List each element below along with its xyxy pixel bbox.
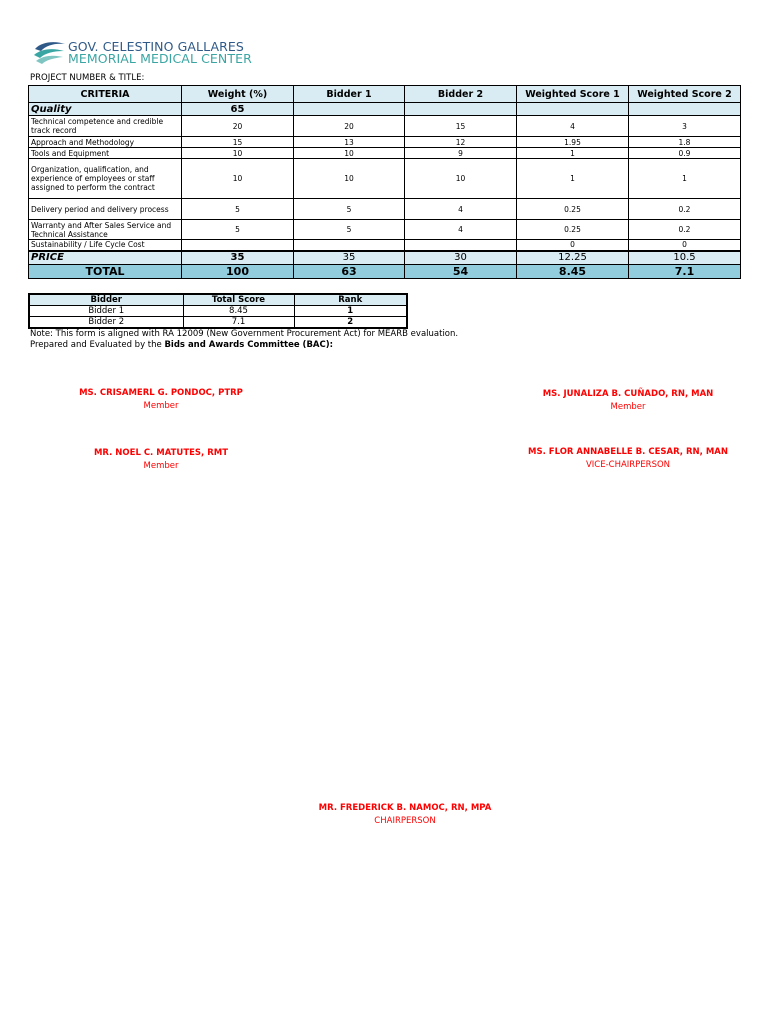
hospital-logo (32, 38, 252, 68)
bidder-2-cell: 15 (405, 116, 517, 137)
bidder-2-cell: 54 (405, 264, 517, 278)
header-bidder: Bidder (29, 294, 183, 306)
bidder-2-cell: 12 (405, 137, 517, 148)
table-row (29, 116, 741, 137)
bidder-1-cell: 35 (294, 251, 405, 265)
criteria-cell: Approach and Methodology (29, 137, 182, 148)
bidder-2-cell: 10 (405, 159, 517, 199)
weighted-score-1-cell: 0.25 (517, 220, 629, 240)
weight-cell: 5 (182, 199, 294, 220)
signatory-name: MS. CRISAMERL G. PONDOC, PTRP (79, 388, 243, 398)
bidder-2-cell: 9 (405, 148, 517, 159)
project-number-title-label: PROJECT NUMBER & TITLE: (30, 73, 145, 83)
signatory-pondoc (61, 387, 261, 413)
bidder-1-cell: 63 (294, 264, 405, 278)
weight-cell: 10 (182, 159, 294, 199)
signatory-name: MR. FREDERICK B. NAMOC, RN, MPA (318, 803, 492, 813)
table-row (29, 148, 741, 159)
criteria-cell: PRICE (29, 251, 182, 265)
signatory-name: MS. FLOR ANNABELLE B. CESAR, RN, MAN (528, 447, 728, 457)
weight-cell (182, 240, 294, 251)
weighted-score-1-cell: 0 (517, 240, 629, 251)
bidder-1-cell: 20 (294, 116, 405, 137)
signatory-name: MR. NOEL C. MATUTES, RMT (93, 448, 229, 458)
header-weighted-score-1: Weighted Score 1 (517, 86, 629, 103)
price-row (29, 251, 741, 265)
weighted-score-2-cell: 0.2 (629, 220, 741, 240)
signatory-name: MS. JUNALIZA B. CUÑADO, RN, MAN (542, 389, 714, 399)
bac-name: Bids and Awards Committee (BAC): (164, 340, 334, 350)
bidder-2-cell: 4 (405, 199, 517, 220)
header-total-score: Total Score (183, 294, 294, 306)
signatory-namoc (295, 802, 515, 828)
bidder-2-cell: 30 (405, 251, 517, 265)
weight-cell: 5 (182, 220, 294, 240)
criteria-cell: Tools and Equipment (29, 148, 182, 159)
prepared-by-line (30, 340, 458, 351)
weighted-score-1-cell (517, 103, 629, 116)
weighted-score-1-cell: 1 (517, 159, 629, 199)
rank-cell: 2 (294, 317, 407, 329)
evaluation-table (28, 85, 741, 279)
weighted-score-2-cell: 1 (629, 159, 741, 199)
weighted-score-2-cell: 0 (629, 240, 741, 251)
bidder-2-cell (405, 103, 517, 116)
bidder-1-cell: 10 (294, 159, 405, 199)
header-criteria: CRITERIA (29, 86, 182, 103)
header-bidder-1: Bidder 1 (294, 86, 405, 103)
bidder-cell: Bidder 2 (29, 317, 183, 329)
criteria-cell: Delivery period and delivery process (29, 199, 182, 220)
signatory-role: CHAIRPERSON (374, 816, 436, 826)
header-bidder-2: Bidder 2 (405, 86, 517, 103)
logo-title-line2: MEMORIAL MEDICAL CENTER (68, 51, 252, 66)
signatory-cesar (512, 446, 744, 472)
signatory-role: Member (143, 461, 179, 471)
weighted-score-2-cell (629, 103, 741, 116)
logo-swoosh-icon (32, 40, 66, 66)
weight-cell: 100 (182, 264, 294, 278)
evaluation-header-row (29, 86, 741, 103)
weighted-score-1-cell: 4 (517, 116, 629, 137)
table-row (29, 220, 741, 240)
weight-cell: 10 (182, 148, 294, 159)
weight-cell: 65 (182, 103, 294, 116)
header-rank: Rank (294, 294, 407, 306)
weighted-score-2-cell: 1.8 (629, 137, 741, 148)
bidder-1-cell (294, 240, 405, 251)
rank-cell: 1 (294, 306, 407, 317)
signatory-role: VICE-CHAIRPERSON (585, 460, 671, 470)
bidder-cell: Bidder 1 (29, 306, 183, 317)
weighted-score-1-cell: 0.25 (517, 199, 629, 220)
evaluation-note (30, 329, 458, 351)
table-row (29, 199, 741, 220)
weighted-score-2-cell: 0.9 (629, 148, 741, 159)
criteria-cell: Sustainability / Life Cycle Cost (29, 240, 182, 251)
weighted-score-1-cell: 8.45 (517, 264, 629, 278)
table-row (29, 306, 407, 317)
criteria-cell: TOTAL (29, 264, 182, 278)
weight-cell: 35 (182, 251, 294, 265)
signatory-role: Member (610, 402, 646, 412)
bidder-1-cell: 5 (294, 199, 405, 220)
signatory-role: Member (143, 401, 179, 411)
ranking-summary-table (28, 293, 408, 329)
criteria-cell: Organization, qualification, and experience of employees or staff assigned to perform the contract (29, 159, 182, 199)
weighted-score-1-cell: 12.25 (517, 251, 629, 265)
signatory-matutes (61, 447, 261, 473)
total-row (29, 264, 741, 278)
criteria-cell: Warranty and After Sales Service and Technical Assistance (29, 220, 182, 240)
weight-cell: 20 (182, 116, 294, 137)
bidder-2-cell: 4 (405, 220, 517, 240)
table-row (29, 159, 741, 199)
bidder-2-cell (405, 240, 517, 251)
bidder-1-cell: 5 (294, 220, 405, 240)
bidder-1-cell: 13 (294, 137, 405, 148)
note-line: Note: This form is aligned with RA 12009 (New Government Procurement Act) for MEARB evaluation. (30, 329, 459, 339)
bidder-1-cell: 10 (294, 148, 405, 159)
weighted-score-1-cell: 1.95 (517, 137, 629, 148)
total-score-cell: 7.1 (183, 317, 294, 329)
weighted-score-2-cell: 10.5 (629, 251, 741, 265)
table-row (29, 137, 741, 148)
criteria-cell: Quality (29, 103, 182, 116)
prepared-by-prefix: Prepared and Evaluated by the (30, 340, 165, 350)
weighted-score-1-cell: 1 (517, 148, 629, 159)
bidder-1-cell (294, 103, 405, 116)
logo-title-line1: GOV. CELESTINO GALLARES (68, 39, 244, 54)
weighted-score-2-cell: 3 (629, 116, 741, 137)
total-score-cell: 8.45 (183, 306, 294, 317)
summary-header-row (29, 294, 407, 306)
weighted-score-2-cell: 7.1 (629, 264, 741, 278)
signatory-cunado (518, 388, 738, 414)
criteria-cell: Technical competence and credible track record (29, 116, 182, 137)
table-row (29, 317, 407, 329)
header-weighted-score-2: Weighted Score 2 (629, 86, 741, 103)
quality-row (29, 103, 741, 116)
table-row (29, 240, 741, 251)
header-weight: Weight (%) (182, 86, 294, 103)
weight-cell: 15 (182, 137, 294, 148)
weighted-score-2-cell: 0.2 (629, 199, 741, 220)
